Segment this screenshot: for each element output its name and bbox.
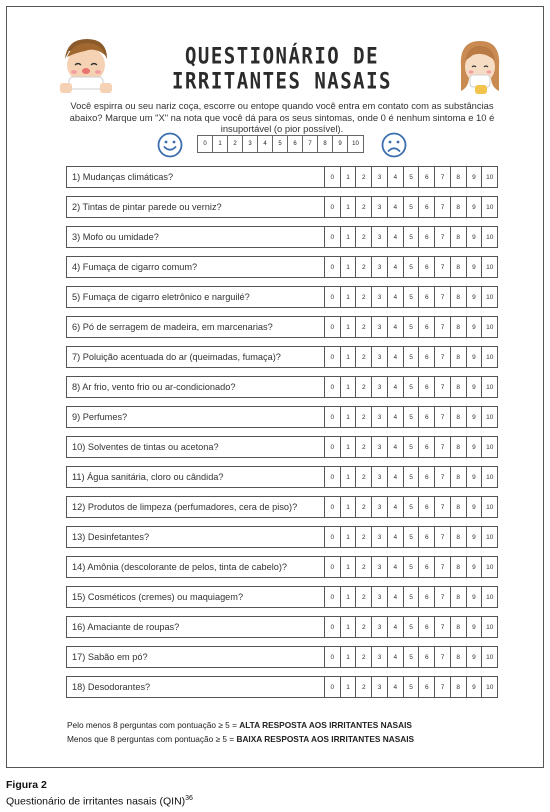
rating-cell[interactable]: 7 [435, 527, 451, 547]
rating-cell[interactable]: 8 [451, 317, 467, 337]
rating-cell[interactable]: 10 [486, 563, 494, 571]
figure-description-text: Questionário de irritantes nasais (QIN) [6, 795, 186, 808]
rating-cell[interactable]: 2 [356, 377, 372, 397]
rating-cell[interactable]: 0 [325, 377, 341, 397]
document-frame [6, 6, 544, 768]
smiley-face-icon [157, 132, 183, 158]
rating-cell[interactable]: 2 [356, 557, 372, 577]
rating-cell[interactable]: 10 [486, 263, 494, 271]
question-label: 4) Fumaça de cigarro comum? [67, 257, 325, 277]
rating-cells [325, 497, 497, 517]
legend-cell: 9 [333, 136, 348, 152]
rating-cells [325, 527, 497, 547]
rating-cell[interactable]: 9 [467, 197, 483, 217]
rating-cell[interactable]: 9 [467, 317, 483, 337]
rating-cell[interactable]: 5 [404, 407, 420, 427]
rating-cell[interactable]: 0 [325, 677, 341, 697]
rating-cell[interactable]: 8 [451, 677, 467, 697]
rating-cell[interactable]: 4 [388, 257, 404, 277]
rating-cell[interactable]: 4 [388, 587, 404, 607]
rating-cell[interactable]: 4 [388, 347, 404, 367]
rating-cell[interactable]: 4 [388, 317, 404, 337]
figure-label: Figura 2 [6, 779, 47, 791]
rating-cell[interactable]: 4 [388, 197, 404, 217]
rating-cell[interactable]: 0 [325, 467, 341, 487]
question-label: 3) Mofo ou umidade? [67, 227, 325, 247]
rating-cell[interactable]: 8 [451, 557, 467, 577]
rating-cells [325, 167, 497, 187]
legend-cell: 6 [288, 136, 303, 152]
question-row [66, 226, 498, 248]
rating-cell[interactable]: 9 [467, 557, 483, 577]
rating-cell[interactable]: 5 [404, 497, 420, 517]
rating-cell[interactable]: 5 [404, 317, 420, 337]
rating-cell[interactable]: 2 [356, 317, 372, 337]
rating-cell[interactable]: 9 [467, 407, 483, 427]
rating-cell[interactable]: 4 [388, 227, 404, 247]
question-row [66, 286, 498, 308]
question-row [66, 646, 498, 668]
rating-cell[interactable]: 10 [486, 503, 494, 511]
rating-cell[interactable]: 3 [372, 527, 388, 547]
legend-cell: 4 [258, 136, 273, 152]
rating-cell[interactable]: 1 [341, 407, 357, 427]
rating-cell[interactable]: 6 [419, 257, 435, 277]
question-label: 2) Tintas de pintar parede ou verniz? [67, 197, 325, 217]
rating-cells [325, 317, 497, 337]
rating-cell[interactable]: 6 [419, 527, 435, 547]
rating-cells [325, 437, 497, 457]
question-label: 11) Água sanitária, cloro ou cândida? [67, 467, 325, 487]
rating-cell[interactable]: 5 [404, 197, 420, 217]
question-row [66, 166, 498, 188]
rating-cell[interactable]: 2 [356, 497, 372, 517]
rating-cell[interactable]: 3 [372, 557, 388, 577]
rating-cell[interactable]: 3 [372, 377, 388, 397]
rating-cell[interactable]: 10 [486, 353, 494, 361]
question-label: 15) Cosméticos (cremes) ou maquiagem? [67, 587, 325, 607]
rating-cell[interactable]: 0 [325, 287, 341, 307]
rating-cell[interactable]: 3 [372, 467, 388, 487]
rating-cell[interactable]: 4 [388, 497, 404, 517]
question-row [66, 466, 498, 488]
rating-cell[interactable]: 1 [341, 587, 357, 607]
rating-cell[interactable]: 0 [325, 197, 341, 217]
rating-cell[interactable]: 4 [388, 647, 404, 667]
legend-cell: 7 [303, 136, 318, 152]
question-label: 16) Amaciante de roupas? [67, 617, 325, 637]
legend-scale [197, 135, 364, 153]
rating-cell[interactable]: 8 [451, 287, 467, 307]
rating-cell[interactable]: 9 [467, 527, 483, 547]
rating-cell[interactable]: 3 [372, 227, 388, 247]
rating-cell[interactable]: 3 [372, 407, 388, 427]
rating-cell[interactable]: 0 [325, 587, 341, 607]
rating-cell[interactable]: 6 [419, 167, 435, 187]
question-row [66, 436, 498, 458]
rating-cell[interactable]: 10 [486, 413, 494, 421]
rating-cell[interactable]: 10 [486, 323, 494, 331]
question-label: 1) Mudanças climáticas? [67, 167, 325, 187]
rating-cell[interactable]: 0 [325, 617, 341, 637]
rating-cell[interactable]: 3 [372, 347, 388, 367]
rating-cell[interactable]: 8 [451, 257, 467, 277]
rating-cell[interactable]: 7 [435, 677, 451, 697]
rating-cell[interactable]: 7 [435, 497, 451, 517]
rating-cell[interactable]: 6 [419, 647, 435, 667]
rating-cell[interactable]: 1 [341, 497, 357, 517]
rating-cell[interactable]: 8 [451, 527, 467, 547]
rating-cell[interactable]: 9 [467, 377, 483, 397]
rating-cell[interactable]: 1 [341, 167, 357, 187]
rating-cell[interactable]: 10 [486, 593, 494, 601]
question-row [66, 406, 498, 428]
rating-cell[interactable]: 5 [404, 647, 420, 667]
question-label: 8) Ar frio, vento frio ou ar-condicionado? [67, 377, 325, 397]
rating-cell[interactable]: 4 [388, 677, 404, 697]
rating-cell[interactable]: 2 [356, 257, 372, 277]
rating-cell[interactable]: 8 [451, 437, 467, 457]
rating-cell[interactable]: 5 [404, 617, 420, 637]
scoring-rule-text: Pelo menos 8 perguntas com pontuação ≥ 5 = [67, 720, 240, 730]
rating-cell[interactable]: 7 [435, 647, 451, 667]
rating-cell[interactable]: 3 [372, 257, 388, 277]
question-label: 14) Amônia (descolorante de pelos, tinta de cabelo)? [67, 557, 325, 577]
rating-cells [325, 197, 497, 217]
rating-cell[interactable]: 8 [451, 377, 467, 397]
rating-cell[interactable]: 10 [486, 683, 494, 691]
rating-cell[interactable]: 7 [435, 557, 451, 577]
question-row [66, 496, 498, 518]
rating-cell[interactable]: 5 [404, 227, 420, 247]
rating-cell[interactable]: 0 [325, 407, 341, 427]
question-label: 6) Pó de serragem de madeira, em marcenarias? [67, 317, 325, 337]
rating-cell[interactable]: 10 [486, 473, 494, 481]
rating-cell[interactable]: 4 [388, 527, 404, 547]
rating-cell[interactable]: 2 [356, 617, 372, 637]
rating-cells [325, 587, 497, 607]
rating-cell[interactable]: 5 [404, 557, 420, 577]
rating-cell[interactable]: 4 [388, 467, 404, 487]
legend-cell: 1 [213, 136, 228, 152]
rating-cell[interactable]: 6 [419, 377, 435, 397]
rating-cell[interactable]: 3 [372, 317, 388, 337]
rating-cell[interactable]: 0 [325, 647, 341, 667]
rating-cell[interactable]: 8 [451, 167, 467, 187]
question-row [66, 676, 498, 698]
rating-cell[interactable]: 7 [435, 347, 451, 367]
instructions-text: Você espirra ou seu nariz coça, escorre ou entope quando você entra em contato com as substâncias abaixo? Marque um "X" na nota que você dá para os seus sintomas, onde 0 é nenhum sintoma e 10 é insuportável (o pior possível). [69, 100, 495, 134]
rating-cell[interactable]: 8 [451, 407, 467, 427]
rating-cell[interactable]: 4 [388, 557, 404, 577]
rating-cell[interactable]: 0 [325, 497, 341, 517]
rating-cell[interactable]: 10 [486, 203, 494, 211]
question-label: 18) Desodorantes? [67, 677, 325, 697]
rating-cell[interactable]: 4 [388, 407, 404, 427]
rating-cells [325, 347, 497, 367]
rating-cell[interactable]: 5 [404, 527, 420, 547]
rating-cell[interactable]: 4 [388, 377, 404, 397]
rating-cell[interactable]: 6 [419, 617, 435, 637]
rating-cell[interactable]: 0 [325, 227, 341, 247]
rating-cell[interactable]: 1 [341, 617, 357, 637]
question-row [66, 346, 498, 368]
rating-cell[interactable]: 0 [325, 317, 341, 337]
scoring-rule-text: Menos que 8 perguntas com pontuação ≥ 5 = [67, 733, 237, 744]
rating-cell[interactable]: 2 [356, 467, 372, 487]
rating-cell[interactable]: 6 [419, 317, 435, 337]
rating-cell[interactable]: 7 [435, 197, 451, 217]
rating-cell[interactable]: 10 [486, 293, 494, 301]
rating-cell[interactable]: 1 [341, 677, 357, 697]
rating-cell[interactable]: 0 [325, 527, 341, 547]
rating-cell[interactable]: 6 [419, 677, 435, 697]
scoring-rule-high [67, 719, 414, 733]
page-title: QUESTIONÁRIO DE IRRITANTES NASAIS [172, 43, 392, 95]
scoring-rule-result: ALTA RESPOSTA AOS IRRITANTES NASAIS [239, 720, 412, 730]
legend-cell: 3 [243, 136, 258, 152]
rating-cell[interactable]: 9 [467, 497, 483, 517]
rating-cell[interactable]: 6 [419, 407, 435, 427]
sad-face-icon [381, 132, 407, 158]
rating-cell[interactable]: 8 [451, 227, 467, 247]
legend-cell: 2 [228, 136, 243, 152]
rating-cell[interactable]: 10 [486, 383, 494, 391]
question-row [66, 316, 498, 338]
rating-cell[interactable]: 6 [419, 437, 435, 457]
rating-cell[interactable]: 5 [404, 167, 420, 187]
rating-cell[interactable]: 2 [356, 167, 372, 187]
rating-cell[interactable]: 1 [341, 467, 357, 487]
rating-cell[interactable]: 9 [467, 467, 483, 487]
rating-cell[interactable]: 8 [451, 617, 467, 637]
sneezing-girl-icon [455, 37, 505, 95]
rating-cell[interactable]: 1 [341, 227, 357, 247]
sneezing-boy-icon [55, 33, 117, 95]
rating-cell[interactable]: 3 [372, 197, 388, 217]
rating-cell[interactable]: 3 [372, 497, 388, 517]
rating-cell[interactable]: 4 [388, 437, 404, 457]
rating-cell[interactable]: 5 [404, 467, 420, 487]
rating-cell[interactable]: 8 [451, 497, 467, 517]
rating-cell[interactable]: 7 [435, 257, 451, 277]
rating-cell[interactable]: 8 [451, 197, 467, 217]
rating-cell[interactable]: 7 [435, 287, 451, 307]
rating-cell[interactable]: 8 [451, 347, 467, 367]
rating-cell[interactable]: 5 [404, 377, 420, 397]
question-label: 9) Perfumes? [67, 407, 325, 427]
rating-cell[interactable]: 5 [404, 257, 420, 277]
rating-cell[interactable]: 0 [325, 437, 341, 457]
rating-cell[interactable]: 7 [435, 167, 451, 187]
rating-cell[interactable]: 9 [467, 677, 483, 697]
rating-cell[interactable]: 6 [419, 197, 435, 217]
question-label: 17) Sabão em pó? [67, 647, 325, 667]
legend-cell: 5 [273, 136, 288, 152]
rating-cell[interactable]: 4 [388, 617, 404, 637]
rating-cell[interactable]: 2 [356, 437, 372, 457]
rating-cell[interactable]: 2 [356, 527, 372, 547]
rating-cell[interactable]: 5 [404, 437, 420, 457]
rating-cell[interactable]: 1 [341, 557, 357, 577]
rating-cell[interactable]: 4 [388, 167, 404, 187]
question-label: 5) Fumaça de cigarro eletrônico e narguilé? [67, 287, 325, 307]
rating-cell[interactable]: 3 [372, 647, 388, 667]
rating-cell[interactable]: 6 [419, 287, 435, 307]
rating-cell[interactable]: 2 [356, 227, 372, 247]
rating-cell[interactable]: 4 [388, 287, 404, 307]
rating-cells [325, 647, 497, 667]
rating-cell[interactable]: 1 [341, 527, 357, 547]
rating-cell[interactable]: 2 [356, 287, 372, 307]
rating-cell[interactable]: 10 [486, 653, 494, 661]
rating-cell[interactable]: 3 [372, 287, 388, 307]
question-label: 7) Poluição acentuada do ar (queimadas, fumaça)? [67, 347, 325, 367]
figure-caption [6, 779, 193, 809]
rating-cell[interactable]: 10 [486, 623, 494, 631]
rating-cell[interactable]: 6 [419, 497, 435, 517]
rating-cells [325, 557, 497, 577]
rating-cell[interactable]: 0 [325, 347, 341, 367]
rating-cell[interactable]: 2 [356, 677, 372, 697]
rating-cell[interactable]: 2 [356, 587, 372, 607]
rating-cell[interactable]: 6 [419, 347, 435, 367]
rating-cell[interactable]: 0 [325, 557, 341, 577]
question-row [66, 586, 498, 608]
rating-cell[interactable]: 5 [404, 347, 420, 367]
figure-description [6, 792, 193, 809]
rating-cell[interactable]: 9 [467, 257, 483, 277]
rating-cell[interactable]: 9 [467, 617, 483, 637]
citation-ref: 36 [185, 795, 193, 802]
rating-cell[interactable]: 9 [467, 437, 483, 457]
question-label: 10) Solventes de tintas ou acetona? [67, 437, 325, 457]
rating-cell[interactable]: 3 [372, 167, 388, 187]
rating-cell[interactable]: 2 [356, 197, 372, 217]
question-row [66, 256, 498, 278]
rating-cell[interactable]: 6 [419, 467, 435, 487]
rating-cell[interactable]: 2 [356, 647, 372, 667]
rating-cells [325, 257, 497, 277]
scoring-legend [67, 719, 414, 746]
rating-cell[interactable]: 3 [372, 587, 388, 607]
question-row [66, 196, 498, 218]
rating-cell[interactable]: 7 [435, 467, 451, 487]
rating-cells [325, 377, 497, 397]
question-row [66, 526, 498, 548]
rating-cell[interactable]: 6 [419, 557, 435, 577]
legend-cell: 8 [318, 136, 333, 152]
rating-cell[interactable]: 6 [419, 587, 435, 607]
scoring-rule-low [67, 733, 414, 747]
rating-cell[interactable]: 9 [467, 587, 483, 607]
rating-cell[interactable]: 8 [451, 467, 467, 487]
rating-cells [325, 677, 497, 697]
question-row [66, 616, 498, 638]
rating-cell[interactable]: 9 [467, 287, 483, 307]
rating-cell[interactable]: 8 [451, 647, 467, 667]
rating-cell[interactable]: 1 [341, 287, 357, 307]
rating-cell[interactable]: 1 [341, 257, 357, 277]
question-label: 13) Desinfetantes? [67, 527, 325, 547]
rating-cell[interactable]: 1 [341, 197, 357, 217]
rating-cells [325, 287, 497, 307]
scoring-rule-result: BAIXA RESPOSTA AOS IRRITANTES NASAIS [236, 733, 415, 744]
rating-cell[interactable]: 7 [435, 377, 451, 397]
rating-cell[interactable]: 10 [486, 443, 494, 451]
rating-cell[interactable]: 0 [325, 257, 341, 277]
rating-cell[interactable]: 1 [341, 647, 357, 667]
rating-cell[interactable]: 7 [435, 617, 451, 637]
rating-cell[interactable]: 2 [356, 347, 372, 367]
rating-cell[interactable]: 7 [435, 227, 451, 247]
rating-cell[interactable]: 2 [356, 407, 372, 427]
rating-cell[interactable]: 5 [404, 677, 420, 697]
legend-cell: 10 [352, 141, 359, 147]
rating-cell[interactable]: 3 [372, 617, 388, 637]
question-row [66, 376, 498, 398]
rating-cell[interactable]: 10 [486, 233, 494, 241]
rating-cell[interactable]: 1 [341, 317, 357, 337]
question-row [66, 556, 498, 578]
rating-cell[interactable]: 3 [372, 677, 388, 697]
rating-cell[interactable]: 7 [435, 587, 451, 607]
rating-cell[interactable]: 1 [341, 437, 357, 457]
rating-cell[interactable]: 9 [467, 347, 483, 367]
rating-cell[interactable]: 7 [435, 317, 451, 337]
rating-cells [325, 407, 497, 427]
rating-cells [325, 617, 497, 637]
rating-cells [325, 227, 497, 247]
rating-cell[interactable]: 1 [341, 377, 357, 397]
rating-cell[interactable]: 9 [467, 167, 483, 187]
rating-cell[interactable]: 3 [372, 437, 388, 457]
legend-cell: 0 [198, 136, 213, 152]
rating-cell[interactable]: 9 [467, 647, 483, 667]
rating-cell[interactable]: 9 [467, 227, 483, 247]
rating-cell[interactable]: 7 [435, 407, 451, 427]
question-label: 12) Produtos de limpeza (perfumadores, cera de piso)? [67, 497, 325, 517]
rating-cell[interactable]: 7 [435, 437, 451, 457]
rating-cell[interactable]: 5 [404, 287, 420, 307]
rating-cell[interactable]: 1 [341, 347, 357, 367]
rating-cell[interactable]: 10 [486, 173, 494, 181]
rating-cell[interactable]: 6 [419, 227, 435, 247]
rating-cell[interactable]: 10 [486, 533, 494, 541]
questions-table [66, 166, 498, 706]
rating-cell[interactable]: 0 [325, 167, 341, 187]
rating-cells [325, 467, 497, 487]
rating-cell[interactable]: 8 [451, 587, 467, 607]
rating-cell[interactable]: 5 [404, 587, 420, 607]
